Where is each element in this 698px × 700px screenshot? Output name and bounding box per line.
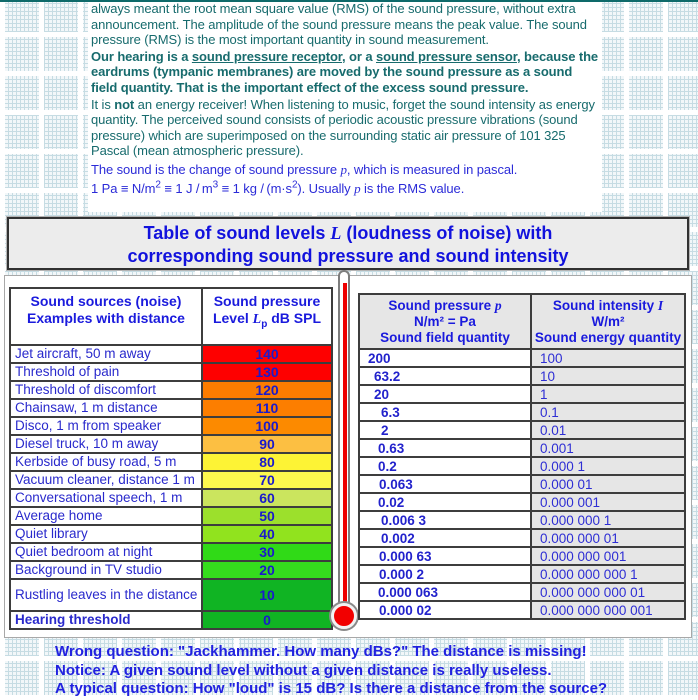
sound-source-cell: Quiet bedroom at night <box>10 543 202 561</box>
pressure-cell: 20 <box>359 385 531 403</box>
sound-source-cell: Threshold of discomfort <box>10 381 202 399</box>
table-header-row <box>10 288 332 345</box>
header-text: W/m² <box>591 314 625 329</box>
db-value-cell: 80 <box>202 453 332 471</box>
thermometer-mercury-icon <box>343 283 347 613</box>
text: , or a <box>342 48 377 64</box>
header-text: Sound pressure <box>213 293 321 309</box>
intensity-cell: 0.000 001 <box>531 493 685 511</box>
sound-source-cell: Background in TV studio <box>10 561 202 579</box>
title-text: (loudness of noise) with <box>341 223 553 243</box>
variable-L: L <box>330 223 342 243</box>
text: It is <box>91 96 115 112</box>
pressure-intensity-table-body <box>359 349 685 619</box>
pressure-cell: 6.3 <box>359 403 531 421</box>
sound-level-row <box>10 417 332 435</box>
footer-note <box>55 643 607 699</box>
pressure-cell: 0.63 <box>359 439 531 457</box>
sound-source-cell: Diesel truck, 10 m away <box>10 435 202 453</box>
pressure-cell: 0.000 02 <box>359 601 531 619</box>
pressure-intensity-row <box>359 493 685 511</box>
pressure-cell: 0.063 <box>359 475 531 493</box>
pressure-cell: 0.2 <box>359 457 531 475</box>
text: Our hearing is a <box>91 48 192 64</box>
sound-source-cell: Jet aircraft, 50 m away <box>10 345 202 363</box>
sound-source-cell: Chainsaw, 1 m distance <box>10 399 202 417</box>
db-value-cell: 110 <box>202 399 332 417</box>
intensity-cell: 0.000 01 <box>531 475 685 493</box>
pressure-intensity-row <box>359 385 685 403</box>
pressure-intensity-row <box>359 565 685 583</box>
pressure-intensity-row <box>359 367 685 385</box>
sound-source-cell: Quiet library <box>10 525 202 543</box>
variable-p: p <box>340 161 347 177</box>
emphasis-not: not <box>114 96 135 112</box>
db-value-cell: 60 <box>202 489 332 507</box>
header-text: Sound energy quantity <box>534 330 682 345</box>
page-title <box>7 217 689 270</box>
sound-source-cell: Rustling leaves in the distance <box>10 579 202 611</box>
text: an energy receiver! When listening to music, forget the sound intensity as energy quantity. The perceived sound consists of periodic acoustic pressure vibrations (sound pressure) which are superimposed on the surrounding static air pressure of 101 325 Pascal (mean atmospheric pressure). <box>91 96 595 159</box>
db-value-cell: 30 <box>202 543 332 561</box>
sound-level-row <box>10 579 332 611</box>
paragraph-formula <box>91 181 600 197</box>
pressure-intensity-row <box>359 349 685 367</box>
pressure-cell: 0.000 063 <box>359 583 531 601</box>
variable-p: p <box>354 180 361 196</box>
sound-source-cell: Kerbside of busy road, 5 m <box>10 453 202 471</box>
db-value-cell: 140 <box>202 345 332 363</box>
sound-source-cell: Disco, 1 m from speaker <box>10 417 202 435</box>
pressure-cell: 2 <box>359 421 531 439</box>
footer-line: Notice: A given sound level without a given distance is really useless. <box>55 661 552 679</box>
sound-level-row <box>10 435 332 453</box>
header-text: Sound field quantity <box>380 330 510 345</box>
header-text: Sound intensity <box>552 298 658 313</box>
text: , because the eardrums (tympanic membranes) are moved by the sound pressure as a sound field quantity. That is the important effect of the excess sound pressure. <box>91 48 599 95</box>
sound-level-row <box>10 489 332 507</box>
intensity-cell: 0.1 <box>531 403 685 421</box>
thermometer-bulb-icon <box>331 603 357 629</box>
title-text: Table of sound levels <box>143 223 331 243</box>
sound-source-cell: Hearing threshold <box>10 611 202 629</box>
pressure-intensity-table <box>358 293 686 620</box>
db-value-cell: 70 <box>202 471 332 489</box>
sound-level-row <box>10 611 332 629</box>
pressure-cell: 0.002 <box>359 529 531 547</box>
paragraph-hearing <box>91 49 600 96</box>
paragraph-rms: always meant the root mean square value (RMS) of the sound pressure, without extra announcement. The amplitude of the sound pressure means the peak value. The sound pressure (RMS) is the most important quantity in sound measurement. <box>91 1 587 48</box>
pressure-intensity-row <box>359 529 685 547</box>
db-value-cell: 100 <box>202 417 332 435</box>
sound-pressure-level-header <box>202 288 332 345</box>
sound-level-row <box>10 399 332 417</box>
pressure-cell: 0.02 <box>359 493 531 511</box>
header-text: Level <box>212 310 253 326</box>
header-text: N/m² = Pa <box>414 314 476 329</box>
superscript: 2 <box>155 179 161 191</box>
db-value-cell: 40 <box>202 525 332 543</box>
intensity-cell: 1 <box>531 385 685 403</box>
sound-level-row <box>10 543 332 561</box>
sound-source-cell: Vacuum cleaner, distance 1 m <box>10 471 202 489</box>
text: , which is measured in pascal. <box>346 161 518 177</box>
variable-I: I <box>657 298 664 313</box>
superscript: 2 <box>291 179 298 191</box>
paragraph-pascal <box>91 162 600 178</box>
db-value-cell: 10 <box>202 579 332 611</box>
sound-source-cell: Average home <box>10 507 202 525</box>
db-value-cell: 90 <box>202 435 332 453</box>
link-sound-pressure-sensor[interactable]: sound pressure sensor <box>376 48 517 64</box>
sound-source-cell: Threshold of pain <box>10 363 202 381</box>
sound-level-row <box>10 363 332 381</box>
db-value-cell: 20 <box>202 561 332 579</box>
text: ). Usually <box>297 180 355 196</box>
sound-level-row <box>10 381 332 399</box>
pressure-cell: 0.006 3 <box>359 511 531 529</box>
table-header-row <box>359 294 685 349</box>
text: is the RMS value. <box>360 180 465 196</box>
pressure-intensity-row <box>359 403 685 421</box>
intro-text-block <box>91 1 600 197</box>
intensity-cell: 100 <box>531 349 685 367</box>
pressure-cell: 200 <box>359 349 531 367</box>
sound-level-row <box>10 507 332 525</box>
pressure-intensity-row <box>359 511 685 529</box>
text: 1 Pa ≡ N/m <box>91 180 156 196</box>
text: ≡ 1 J / m <box>160 180 213 196</box>
intensity-cell: 0.000 000 1 <box>531 511 685 529</box>
pressure-intensity-row <box>359 583 685 601</box>
pressure-intensity-row <box>359 439 685 457</box>
header-text: dB SPL <box>267 310 322 326</box>
intensity-cell: 0.01 <box>531 421 685 439</box>
db-value-cell: 50 <box>202 507 332 525</box>
header-text: Sound pressure <box>388 298 495 313</box>
intensity-cell: 0.000 000 001 <box>531 547 685 565</box>
intensity-cell: 0.000 1 <box>531 457 685 475</box>
sound-pressure-header <box>359 294 531 349</box>
title-text: corresponding sound pressure and sound intensity <box>127 246 569 266</box>
sound-level-row <box>10 561 332 579</box>
variable-L: L <box>252 312 262 327</box>
text: The sound is the change of sound pressure <box>91 161 341 177</box>
pressure-cell: 0.000 2 <box>359 565 531 583</box>
sound-intensity-header <box>531 294 685 349</box>
db-value-cell: 130 <box>202 363 332 381</box>
intensity-cell: 0.000 000 000 1 <box>531 565 685 583</box>
subscript-p: p <box>261 318 268 330</box>
db-value-cell: 0 <box>202 611 332 629</box>
footer-line: A typical question: How "loud" is 15 dB? Is there a distance from the source? <box>55 680 608 698</box>
sound-levels-table-body <box>10 345 332 629</box>
superscript: 3 <box>212 179 219 191</box>
footer-line: Wrong question: "Jackhammer. How many dBs?" The distance is missing! <box>55 643 587 660</box>
header-text: Sound sources (noise) <box>30 293 182 309</box>
sound-level-row <box>10 453 332 471</box>
intensity-cell: 0.000 000 000 001 <box>531 601 685 619</box>
pressure-cell: 0.000 63 <box>359 547 531 565</box>
pressure-intensity-row <box>359 547 685 565</box>
pressure-intensity-row <box>359 457 685 475</box>
sound-level-row <box>10 525 332 543</box>
sound-sources-header <box>10 288 202 345</box>
paragraph-energy <box>91 97 600 159</box>
link-sound-pressure-receptor[interactable]: sound pressure receptor <box>191 48 343 64</box>
header-text: Examples with distance <box>27 310 185 326</box>
pressure-cell: 63.2 <box>359 367 531 385</box>
text: ≡ 1 kg / (m·s <box>218 180 292 196</box>
variable-p: p <box>494 298 502 313</box>
intensity-cell: 0.000 000 01 <box>531 529 685 547</box>
intensity-cell: 0.000 000 000 01 <box>531 583 685 601</box>
db-value-cell: 120 <box>202 381 332 399</box>
sound-source-cell: Conversational speech, 1 m <box>10 489 202 507</box>
sound-levels-table <box>9 287 333 630</box>
intensity-cell: 10 <box>531 367 685 385</box>
sound-level-row <box>10 471 332 489</box>
pressure-intensity-row <box>359 421 685 439</box>
intensity-cell: 0.001 <box>531 439 685 457</box>
pressure-intensity-row <box>359 475 685 493</box>
sound-level-row <box>10 345 332 363</box>
pressure-intensity-row <box>359 601 685 619</box>
